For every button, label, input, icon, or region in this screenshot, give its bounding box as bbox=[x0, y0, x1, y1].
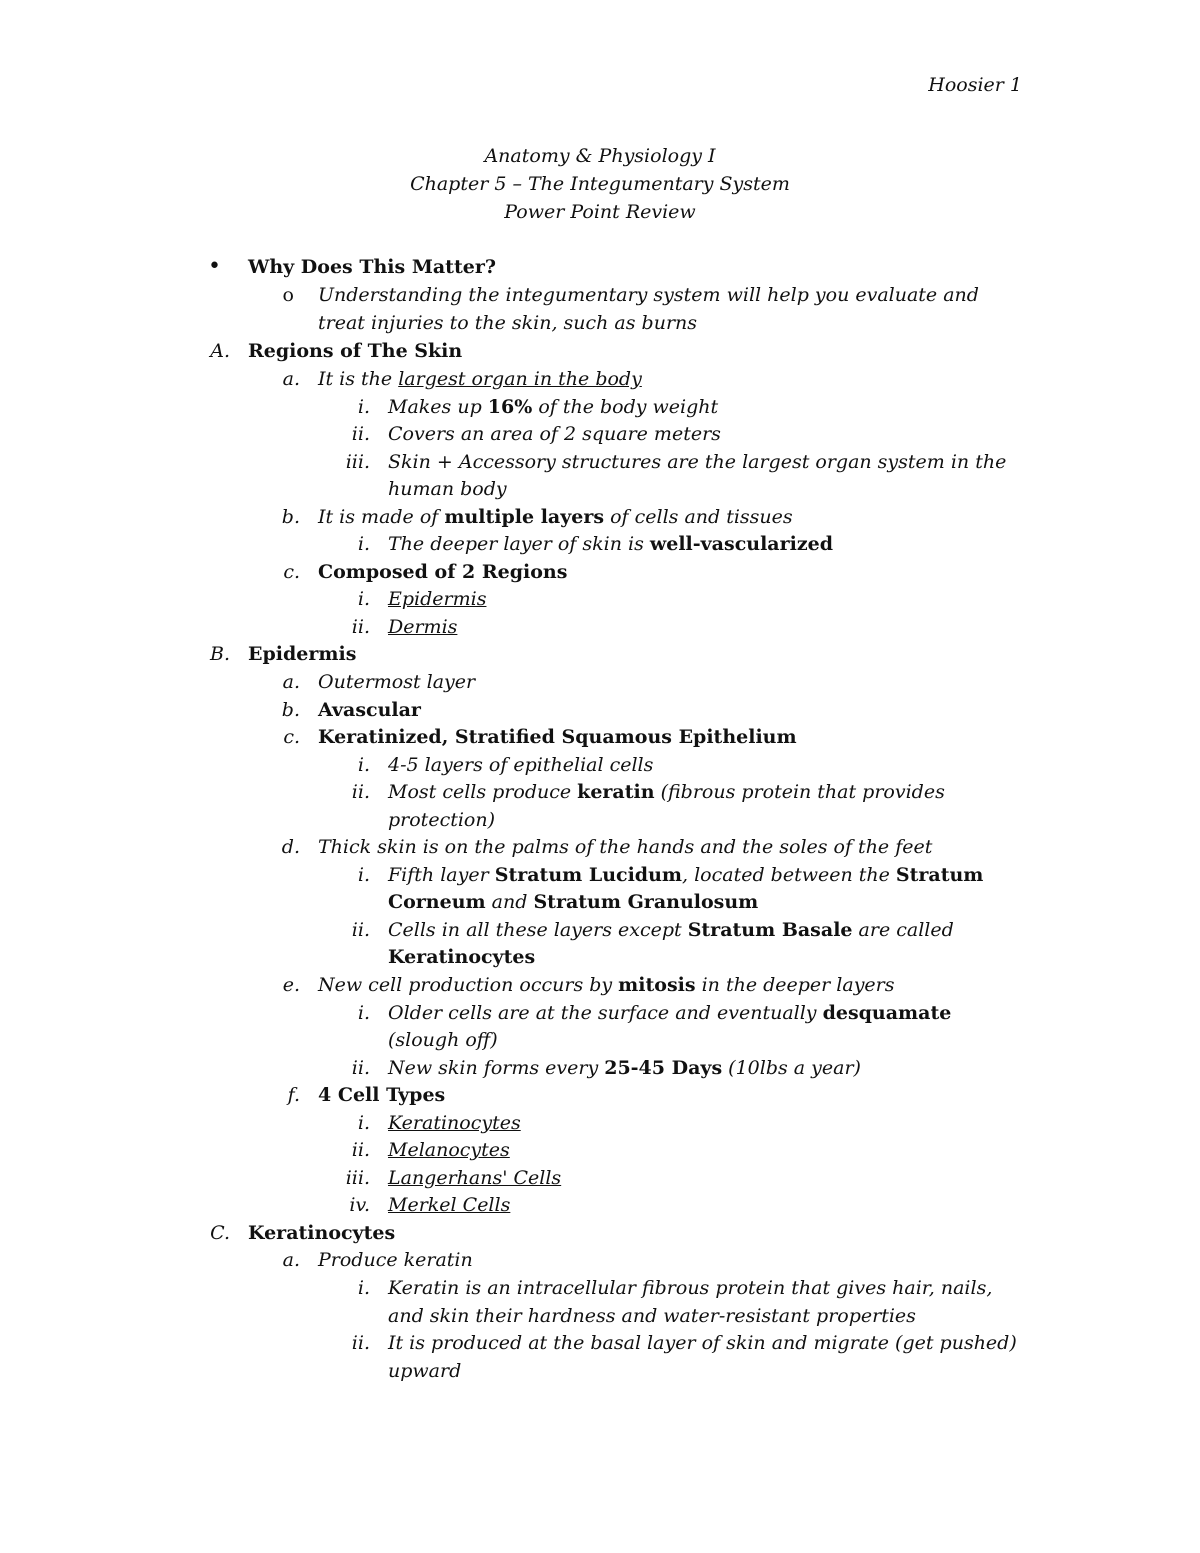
B-f-text: 4 Cell Types bbox=[318, 1084, 446, 1106]
doc-title-line1: Anatomy & Physiology I bbox=[484, 145, 716, 167]
B-e-i-line2: (slough off) bbox=[388, 1029, 498, 1051]
why-sub-line1: Understanding the integumentary system will help you evaluate and bbox=[318, 284, 979, 306]
B-c-i-text: 4-5 layers of epithelial cells bbox=[388, 754, 654, 776]
C-a-ii-line2: upward bbox=[388, 1360, 462, 1382]
B-e-i-line1: Older cells are at the surface and eventually desquamate bbox=[388, 1002, 952, 1024]
A-c-i-text: Epidermis bbox=[388, 588, 487, 610]
A-a-iii-line2: human body bbox=[388, 478, 507, 500]
A-b-marker: b. bbox=[281, 506, 300, 528]
B-c-text: Keratinized, Stratified Squamous Epithelium bbox=[318, 726, 797, 748]
C-a-ii-line1: It is produced at the basal layer of skin and migrate (get pushed) bbox=[388, 1332, 1017, 1354]
A-c-ii-marker: ii. bbox=[351, 616, 370, 638]
B-e-marker: e. bbox=[282, 974, 300, 996]
B-d-ii-line1: Cells in all these layers except Stratum Basale are called bbox=[388, 919, 954, 941]
B-d-ii-line2: Keratinocytes bbox=[388, 946, 536, 968]
B-a-text: Outermost layer bbox=[318, 671, 476, 693]
B-f-i-text: Keratinocytes bbox=[388, 1112, 521, 1134]
B-c-ii-line2: protection) bbox=[388, 809, 496, 831]
A-a-text: It is the largest organ in the body bbox=[318, 368, 642, 390]
B-e-ii-text: New skin forms every 25-45 Days (10lbs a year) bbox=[388, 1057, 861, 1079]
A-a-ii-text: Covers an area of 2 square meters bbox=[388, 423, 721, 445]
sectionA-marker: A. bbox=[210, 340, 230, 362]
B-d-i-marker: i. bbox=[357, 864, 370, 886]
C-a-ii-marker: ii. bbox=[351, 1332, 370, 1354]
why-heading: Why Does This Matter? bbox=[248, 256, 496, 278]
B-f-marker: f. bbox=[287, 1084, 300, 1106]
B-d-text: Thick skin is on the palms of the hands and the soles of the feet bbox=[318, 836, 933, 858]
A-a-iii-line1: Skin + Accessory structures are the largest organ system in the bbox=[388, 451, 1007, 473]
C-a-i-line2: and skin their hardness and water-resistant properties bbox=[388, 1305, 916, 1327]
doc-title-line2: Chapter 5 – The Integumentary System bbox=[410, 173, 790, 195]
A-a-marker: a. bbox=[282, 368, 300, 390]
sectionC-heading: Keratinocytes bbox=[248, 1222, 396, 1244]
B-f-i-marker: i. bbox=[357, 1112, 370, 1134]
A-b-i-text: The deeper layer of skin is well-vascularized bbox=[388, 533, 833, 555]
B-c-ii-marker: ii. bbox=[351, 781, 370, 803]
B-d-ii-marker: ii. bbox=[351, 919, 370, 941]
A-c-ii-text: Dermis bbox=[388, 616, 458, 638]
B-f-iii-text: Langerhans' Cells bbox=[388, 1167, 562, 1189]
A-a-i-text: Makes up 16% of the body weight bbox=[388, 396, 719, 418]
why-sub-marker: o bbox=[282, 284, 294, 306]
C-a-i-marker: i. bbox=[357, 1277, 370, 1299]
B-b-marker: b. bbox=[281, 699, 300, 721]
why-sub-line2: treat injuries to the skin, such as burns bbox=[318, 312, 698, 334]
B-f-ii-marker: ii. bbox=[351, 1139, 370, 1161]
B-b-text: Avascular bbox=[318, 699, 421, 721]
A-a-iii-marker: iii. bbox=[345, 451, 370, 473]
A-a-i-marker: i. bbox=[357, 396, 370, 418]
A-c-marker: c. bbox=[283, 561, 300, 583]
B-e-ii-marker: ii. bbox=[351, 1057, 370, 1079]
B-c-ii-line1: Most cells produce keratin (fibrous protein that provides bbox=[388, 781, 945, 803]
B-c-marker: c. bbox=[283, 726, 300, 748]
C-a-marker: a. bbox=[282, 1249, 300, 1271]
A-a-ii-marker: ii. bbox=[351, 423, 370, 445]
sectionA-heading: Regions of The Skin bbox=[248, 340, 463, 362]
sectionC-marker: C. bbox=[210, 1222, 230, 1244]
B-d-i-line2: Corneum and Stratum Granulosum bbox=[388, 891, 759, 913]
B-d-marker: d. bbox=[281, 836, 300, 858]
page-header: Hoosier 1 bbox=[928, 74, 1022, 96]
B-e-i-marker: i. bbox=[357, 1002, 370, 1024]
A-c-i-marker: i. bbox=[357, 588, 370, 610]
B-c-i-marker: i. bbox=[357, 754, 370, 776]
sectionB-heading: Epidermis bbox=[248, 643, 357, 665]
sectionB-marker: B. bbox=[209, 643, 230, 665]
C-a-text: Produce keratin bbox=[318, 1249, 473, 1271]
doc-title-line3: Power Point Review bbox=[504, 201, 696, 223]
A-c-text: Composed of 2 Regions bbox=[318, 561, 568, 583]
B-f-iii-marker: iii. bbox=[345, 1167, 370, 1189]
A-b-text: It is made of multiple layers of cells and tissues bbox=[318, 506, 793, 528]
B-f-iv-marker: iv. bbox=[349, 1194, 370, 1216]
B-f-iv-text: Merkel Cells bbox=[388, 1194, 511, 1216]
B-a-marker: a. bbox=[282, 671, 300, 693]
C-a-i-line1: Keratin is an intracellular fibrous protein that gives hair, nails, bbox=[388, 1277, 993, 1299]
B-f-ii-text: Melanocytes bbox=[388, 1139, 510, 1161]
B-d-i-line1: Fifth layer Stratum Lucidum, located between the Stratum bbox=[388, 864, 984, 886]
A-b-i-marker: i. bbox=[357, 533, 370, 555]
bullet-icon: • bbox=[208, 254, 221, 279]
B-e-text: New cell production occurs by mitosis in the deeper layers bbox=[318, 974, 895, 996]
